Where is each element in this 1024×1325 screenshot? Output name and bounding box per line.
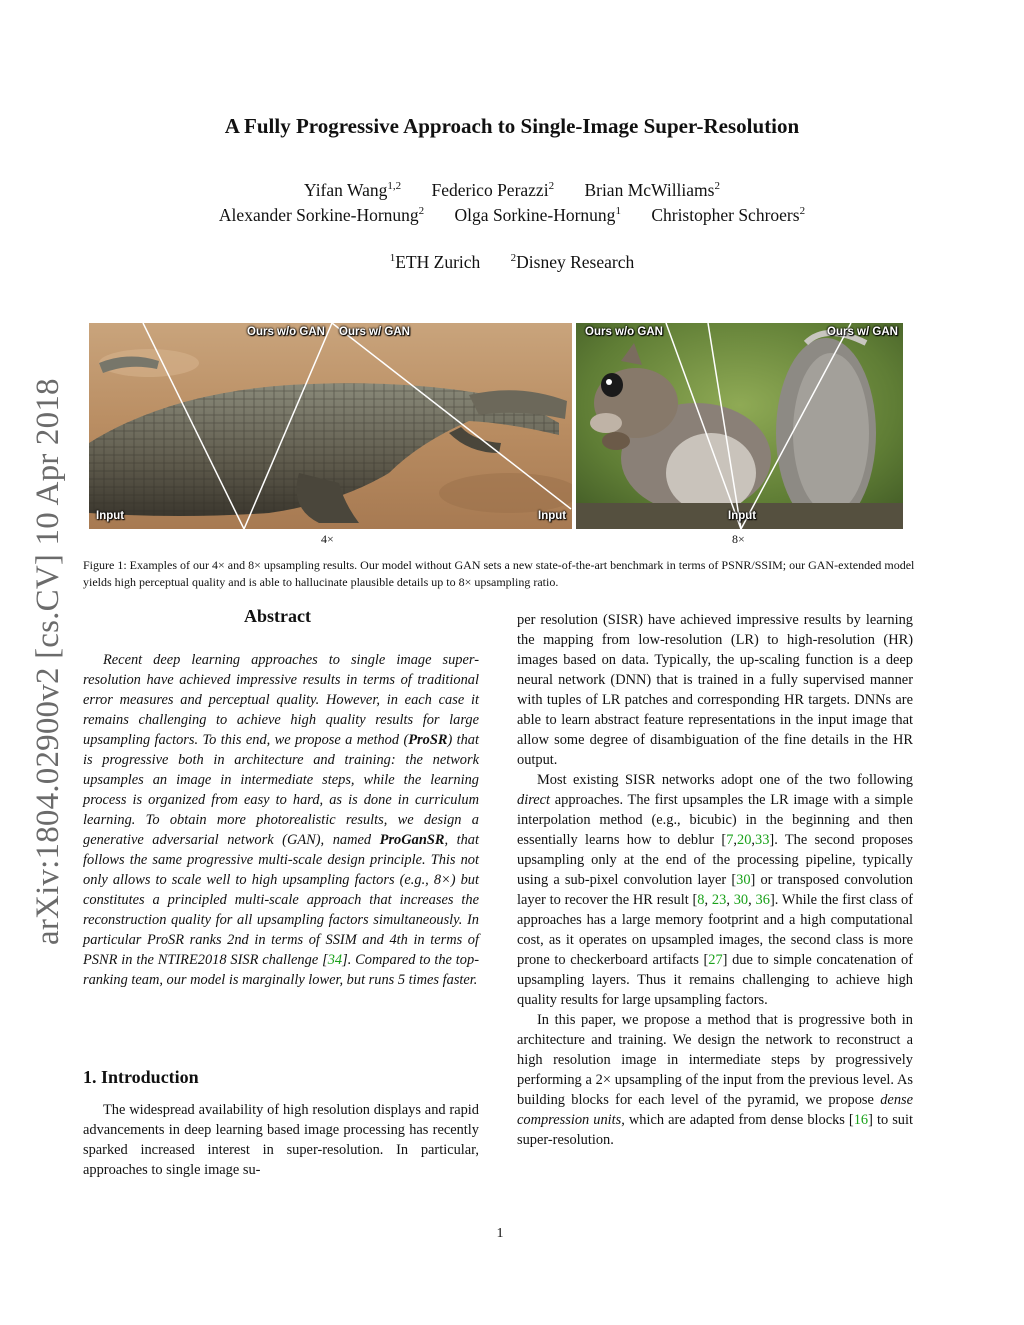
- author: Federico Perazzi$^2$: [431, 180, 555, 200]
- paragraph: per resolution (SISR) have achieved impressive results by learning the mapping from low-resolution (LR) to high-resolution (HR) images based on data. Typically, the up-scaling function is a deep neural network (DNN) that is trained in a fully supervised manner with tuples of LR patches and corresponding HR targets. DNNs are able to learn abstract feature representations in the input image that allow some degree of disambiguation of the fine details in the HR output.: [517, 612, 913, 768]
- figure-caption: Figure 1: Examples of our 4× and 8× upsampling results. Our model without GAN sets a new state-of-the-art benchmark in terms of PSNR/SSIM; our GAN-extended model yields high perceptual quality and is able to hallucinate plausible details up to 8× upsampling ratio.: [83, 558, 915, 589]
- citation-link[interactable]: 8: [697, 892, 705, 908]
- citation-link[interactable]: 23: [711, 892, 727, 908]
- label-input: Input: [728, 510, 757, 522]
- author: Alexander Sorkine-Hornung$^2$: [218, 205, 425, 225]
- citation-link[interactable]: 34: [327, 952, 343, 968]
- citation-link[interactable]: 27: [708, 952, 723, 968]
- author: Christopher Schroers$^2$: [651, 205, 806, 225]
- abstract-heading: Abstract: [244, 606, 311, 626]
- label-ours-w-gan: Ours w/ GAN: [827, 326, 898, 338]
- citation-link[interactable]: 30: [736, 872, 751, 888]
- arxiv-stamp: arXiv:1804.02900v2 [cs.CV] 10 Apr 2018: [30, 378, 66, 945]
- author: Brian McWilliams$^2$: [584, 180, 720, 200]
- scale-4x: 4×: [321, 532, 334, 546]
- citation-link[interactable]: 20: [737, 832, 752, 848]
- citation-link[interactable]: 33: [755, 832, 770, 848]
- citation-link[interactable]: 30: [733, 892, 749, 908]
- paper-title: A Fully Progressive Approach to Single-Image Super-Resolution: [224, 114, 800, 138]
- authors-line-1: [0, 180, 1024, 201]
- abstract-text: Recent deep learning approaches to single image super-resolution have achieved impressive results in terms of traditional error measures and perceptual quality. However, in each case it remains challenging to achieve high quality results for large upsampling factors. To this end, we propose a method (ProSR) that is progressive both in architecture and training: the network upsamples an image in intermediate steps, while the learning process is organized from easy to hard, as is done in curriculum learning. To obtain more photorealistic results, we design a generative adversarial network (GAN), named ProGanSR, that follows the same progressive multi-scale design principle. This not only allows to scale well to high upsampling factors (e.g., 8×) but constitutes a principled multi-scale approach that increases the reconstruction quality for all upsampling factors simultaneously. In particular ProSR ranks 2nd in terms of SSIM and 4th in terms of PSNR in the NTIRE2018 SISR challenge [34]. Compared to the top-ranking team, our model is marginally lower, but runs 5 times faster.: [83, 652, 479, 988]
- label-ours-wo-gan: Ours w/o GAN: [247, 326, 325, 338]
- citation-link[interactable]: 7: [726, 832, 734, 848]
- figure-squirrel: [576, 323, 903, 529]
- authors-line-2: [0, 205, 1024, 226]
- citation-link[interactable]: 36: [755, 892, 770, 908]
- affiliation: $^1$ETH Zurich: [389, 252, 481, 272]
- paragraph: Most existing SISR networks adopt one of the two following direct approaches. The first upsamples the LR image with a simple interpolation method (e.g., bicubic) in the beginning and then essentially learns how to deblur [7,20,33]. The second proposes upsampling only at the end of the processing pipeline, typically using a sub-pixel convolution layer [30] or transposed convolution layer to recover the HR result [8, 23, 30, 36]. While the first class of approaches has a large memory footprint and a high computational cost, as it operates on upsampled images, the second class is more prone to checkerboard artifacts [27] due to simple concatenation of upsampling layers. Thus it remains challenging to achieve high quality results for large upsampling factors.: [517, 772, 914, 1008]
- intro-paragraph: The widespread availability of high resolution displays and rapid advancements in deep learning based image processing has recently sparked increased interest in super-resolution. In particular, approaches to single image su-: [83, 1102, 479, 1178]
- citation-link[interactable]: 16: [853, 1112, 869, 1128]
- section-heading-introduction: 1. Introduction: [83, 1067, 199, 1087]
- author: Yifan Wang$^{1,2}$: [304, 180, 402, 200]
- crocodile-illustration: [89, 323, 572, 529]
- label-input: Input: [538, 510, 567, 522]
- affiliation: $^2$Disney Research: [510, 252, 635, 272]
- label-input: Input: [96, 510, 125, 522]
- paragraph: In this paper, we propose a method that is progressive both in architecture and training. We design the network to reconstruct a high resolution image in intermediate steps by progressively performing a 2× upsampling of the input from the previous level. As building blocks for each level of the pyramid, we propose dense compression units, which are adapted from dense blocks [16] to suit super-resolution.: [517, 1012, 913, 1148]
- author: Olga Sorkine-Hornung$^1$: [454, 205, 621, 225]
- label-ours-w-gan: Ours w/ GAN: [339, 326, 410, 338]
- page-number: 1: [496, 1226, 504, 1241]
- figure-crocodile: [89, 323, 572, 529]
- label-ours-wo-gan: Ours w/o GAN: [585, 326, 663, 338]
- right-column: [517, 610, 913, 1150]
- affiliations: [0, 252, 1024, 273]
- squirrel-illustration: [576, 323, 903, 529]
- scale-8x: 8×: [732, 532, 745, 546]
